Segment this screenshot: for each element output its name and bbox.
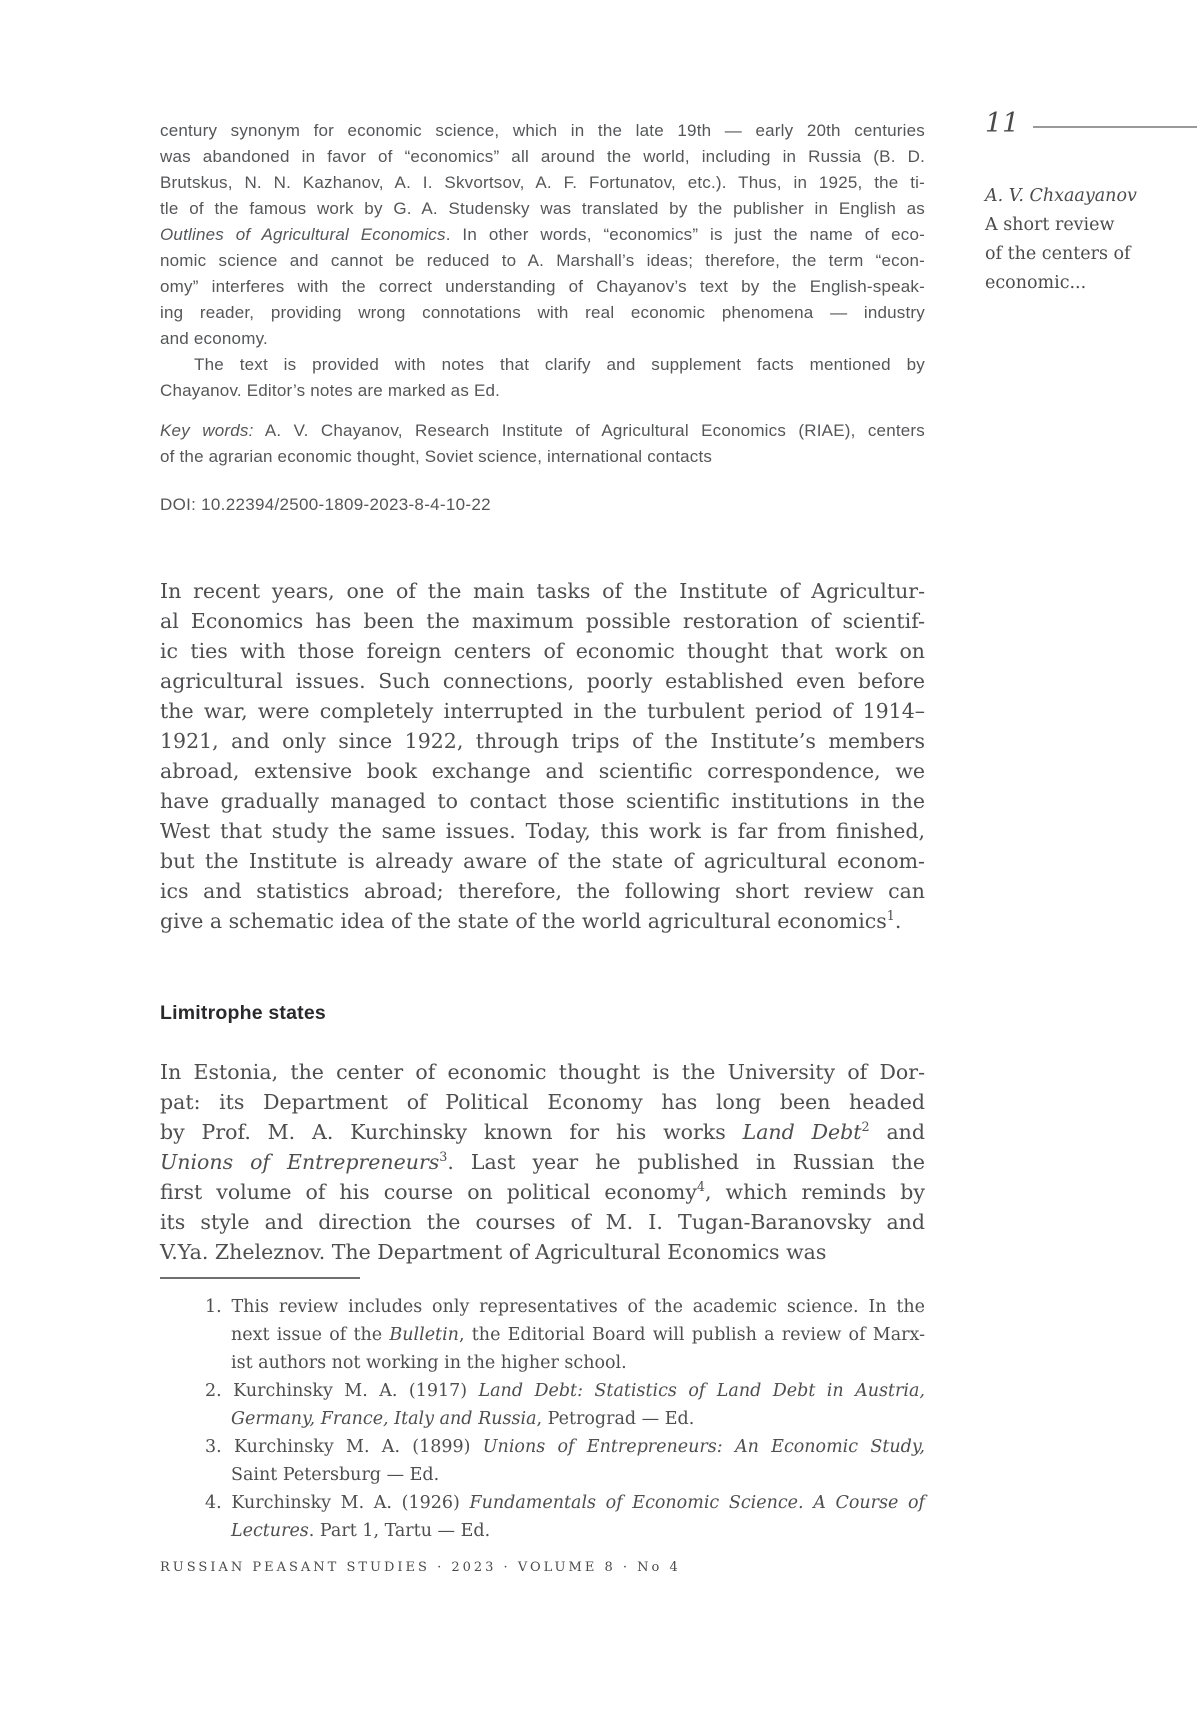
margin-title-line: of the centers of (985, 244, 1131, 264)
margin-title-line: economic... (985, 273, 1087, 293)
body-paragraph-1: In recent years, one of the main tasks of the Institute of Agricultur- al Economics has been the maximum possible restoration of scientif- ic ties with those foreign centers of economic thought that work on agricultural issues. Such connections, poorly established even before the war, were completely interrupted in the turbulent period of 1914– 1921, and only since 1922, through trips of the Institute’s members abroad, extensive book exchange and scientific correspondence, we have gradually managed to contact those scientific institutions in the West that study the same issues. Today, this work is far from finished, but the Institute is already aware of the state of agricultural econom- ics and statistics abroad; therefore, the following short review can give a schematic idea of the state of the world agricultural economics$^1$. (160, 579, 925, 933)
margin-note (985, 182, 1197, 298)
section-heading: Limitrophe states (160, 1002, 326, 1024)
body-paragraph-2: In Estonia, the center of economic thought is the University of Dor- pat: its Department of Political Economy has long been headed by Prof. M. A. Kurchinsky known for his works Land Debt$^2$ and Unions of Entrepreneurs$^3$. Last year he published in Russian the first volume of his course on political economy$^4$, which reminds by its style and direction the courses of M. I. Tugan-Baranovsky and V.Ya. Zheleznov. The Department of Agricultural Economics was (160, 1060, 926, 1264)
footnote-rule (160, 1277, 360, 1279)
margin-author: A. V. Chxaayanov (985, 186, 1137, 206)
margin-title-line: A short review (985, 215, 1115, 235)
main-column (160, 118, 925, 1545)
footnote-1: 1. This review includes only representatives of the academic science. In the next issue of the Bulletin, the Editorial Board will publish a review of Marx- ist authors not working in the higher school. (205, 1297, 926, 1373)
page-footer: RUSSIAN PEASANT STUDIES · 2023 · VOLUME 8 · No 4 (160, 1560, 681, 1575)
margin-column (985, 108, 1197, 298)
page-number: 11 (985, 108, 1020, 139)
abstract-paragraph: century synonym for economic science, which in the late 19th — early 20th centuries was abandoned in favor of “economics” all around the world, including in Russia (B. D. Brutskus, N. N. Kazhanov, A. I. Skvortsov, A. F. Fortunatov, etc.). Thus, in 1925, the ti- tle of the famous work by G. A. Studensky was translated by the publisher in English as Outlines of Agricultural Economics. In other words, “economics” is just the name of eco- nomic science and cannot be reduced to A. Marshall’s ideas; therefore, the term “econ- omy” interferes with the correct understanding of Chayanov’s text by the English-speak- ing reader, providing wrong connotations with real economic phenomena — industry and economy. (160, 121, 925, 348)
header-rule (1033, 126, 1197, 128)
footnote-4: 4. Kurchinsky M. A. (1926) Fundamentals of Economic Science. A Course of Lectures. Part 1, Tartu — Ed. (205, 1493, 926, 1541)
footnote-2: 2. Kurchinsky M. A. (1917) Land Debt: Statistics of Land Debt in Austria, Germany, France, Italy and Russia, Petrograd — Ed. (205, 1381, 925, 1429)
page-header (985, 108, 1197, 139)
footnotes (205, 1293, 925, 1545)
keywords-paragraph: Key words: A. V. Chayanov, Research Institute of Agricultural Economics (RIAE), centers of the agrarian economic thought, Soviet science, international contacts (160, 421, 925, 466)
footnote-3: 3. Kurchinsky M. A. (1899) Unions of Entrepreneurs: An Economic Study, Saint Petersburg — Ed. (205, 1437, 925, 1485)
doi-line: DOI: 10.22394/2500-1809-2023-8-4-10-22 (160, 495, 491, 514)
notes-paragraph: The text is provided with notes that clarify and supplement facts mentioned by Chayanov. Editor’s notes are marked as Ed. (160, 355, 925, 400)
